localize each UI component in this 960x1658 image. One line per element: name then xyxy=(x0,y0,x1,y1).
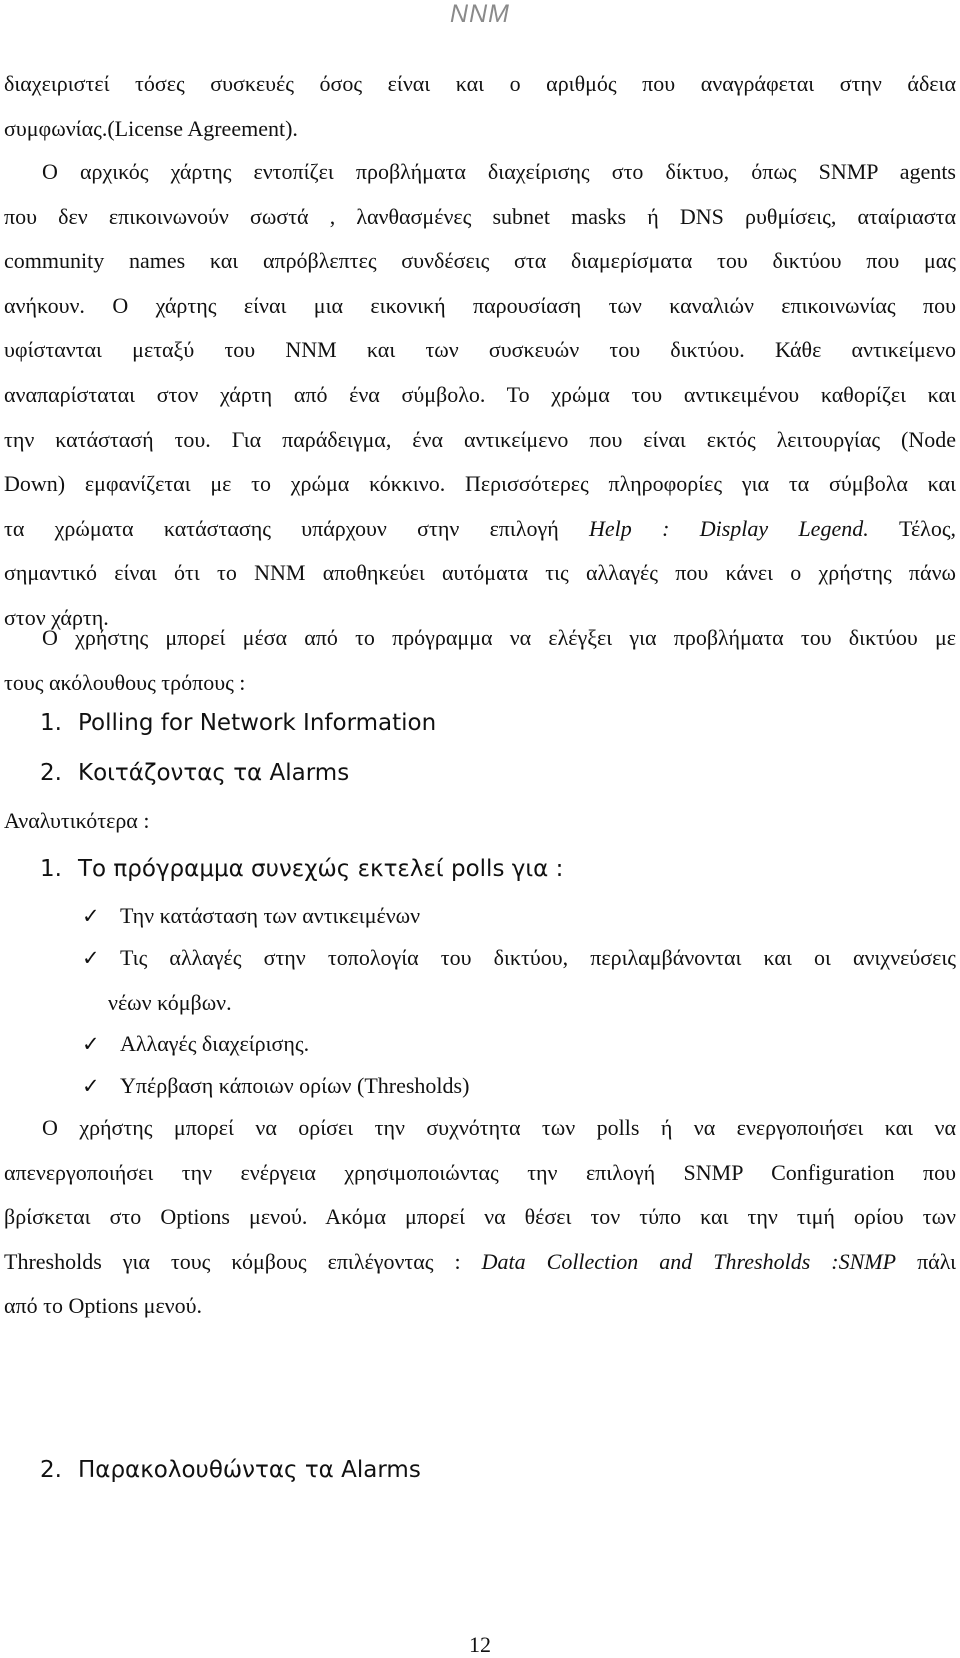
text-line: community names και απρόβλεπτες συνδέσεις στα διαμερίσματα του δικτύου που μας xyxy=(4,248,956,274)
checklist-item xyxy=(82,1064,469,1109)
section-number: 1. xyxy=(40,856,62,882)
list-text: Κοιτάζοντας τα Alarms xyxy=(78,760,350,786)
text-line: συμφωνίας.(License Agreement). xyxy=(4,115,298,141)
text-line: Ο αρχικός χάρτης εντοπίζει προβλήματα διαχείρισης στο δίκτυο, όπως SNMP agents xyxy=(42,159,956,184)
paragraph-4 xyxy=(4,1106,956,1329)
text-run: Thresholds για τους κόμβους επιλέγοντας : xyxy=(4,1248,461,1274)
menu-reference-help: Help : xyxy=(589,515,670,541)
details-label: Αναλυτικότερα : xyxy=(4,808,150,833)
list-number: 1. xyxy=(40,710,62,736)
checkmark-icon: ✓ xyxy=(82,1074,100,1098)
section-text: Παρακολουθώντας τα Alarms xyxy=(78,1457,421,1483)
text-run: Τέλος, xyxy=(899,515,957,541)
paragraph-3 xyxy=(4,616,956,705)
checkmark-icon: ✓ xyxy=(82,904,100,928)
menu-reference-data-collection: Data Collection and Thresholds :SNMP xyxy=(481,1248,897,1274)
checklist-item xyxy=(82,894,420,939)
text-line: υφίστανται μεταξύ του NNM και των συσκευών του δικτύου. Κάθε αντικείμενο xyxy=(4,337,956,363)
paragraph-2 xyxy=(4,150,956,641)
checklist-item xyxy=(82,936,956,1025)
text-line: Ο χρήστης μπορεί μέσα από το πρόγραμμα να ελέγξει για προβλήματα του δικτύου με xyxy=(42,625,956,650)
text-line: την κατάστασή του. Για παράδειγμα, ένα αντικείμενο που είναι εκτός λειτουργίας (Node xyxy=(4,426,956,452)
section-heading-1 xyxy=(40,854,563,884)
checklist-text: Υπέρβαση κάποιων ορίων (Thresholds) xyxy=(120,1073,470,1098)
text-run: πάλι xyxy=(917,1248,957,1274)
text-line: αναπαρίσταται στον χάρτη από ένα σύμβολο. Το χρώμα του αντικειμένου καθορίζει και xyxy=(4,381,956,407)
text-line: τους ακόλουθους τρόπους : xyxy=(4,669,246,695)
text-line xyxy=(4,507,956,552)
checklist-text: Την κατάσταση των αντικειμένων xyxy=(120,903,421,928)
list-item-polling xyxy=(40,708,436,738)
list-item-alarms xyxy=(40,758,349,788)
list-text: Polling for Network Information xyxy=(78,710,437,736)
text-line: διαχειριστεί τόσες συσκευές όσος είναι και ο αριθμός που αναγράφεται στην άδεια xyxy=(4,71,956,96)
checklist-text-continuation: νέων κόμβων. xyxy=(108,989,232,1015)
checklist-item xyxy=(82,1022,309,1067)
text-line: από το Options μενού. xyxy=(4,1293,203,1319)
text-run: τα χρώματα κατάστασης υπάρχουν στην επιλογή xyxy=(4,515,559,541)
checkmark-icon: ✓ xyxy=(82,946,100,970)
checkmark-icon: ✓ xyxy=(82,1032,100,1056)
paragraph-1 xyxy=(4,62,956,151)
menu-reference-legend: Display Legend. xyxy=(699,515,869,541)
section-text: Το πρόγραμμα συνεχώς εκτελεί polls για : xyxy=(78,856,564,882)
text-line: Ο χρήστης μπορεί να ορίσει την συχνότητα των polls ή να ενεργοποιήσει και να xyxy=(42,1115,956,1140)
text-line: Down) εμφανίζεται με το χρώμα κόκκινο. Περισσότερες πληροφορίες για τα σύμβολα και xyxy=(4,471,956,497)
text-line: βρίσκεται στο Options μενού. Ακόμα μπορεί να θέσει τον τύπο και την τιμή ορίου των xyxy=(4,1204,956,1230)
text-line xyxy=(4,1240,956,1285)
text-line: που δεν επικοινωνούν σωστά , λανθασμένες subnet masks ή DNS ρυθμίσεις, αταίριαστα xyxy=(4,203,956,229)
text-line: ανήκουν. Ο χάρτης είναι μια εικονική παρουσίαση των καναλιών επικοινωνίας που xyxy=(4,292,956,318)
text-line: απενεργοποιήσει την ενέργεια χρησιμοποιώντας την επιλογή SNMP Configuration που xyxy=(4,1159,956,1185)
list-number: 2. xyxy=(40,760,62,786)
text-line: στον χάρτη. xyxy=(4,604,109,630)
page-number: 12 xyxy=(469,1632,491,1657)
checklist-text: Τις αλλαγές στην τοπολογία του δικτύου, περιλαμβάνονται και οι ανιχνεύσεις xyxy=(120,945,956,970)
section-heading-2 xyxy=(40,1455,421,1485)
page-header: NNM xyxy=(450,0,510,28)
section-number: 2. xyxy=(40,1457,62,1483)
checklist-text: Αλλαγές διαχείρισης. xyxy=(120,1031,310,1056)
text-line: σημαντικό είναι ότι το NNM αποθηκεύει αυτόματα τις αλλαγές που κάνει ο χρήστης πάνω xyxy=(4,560,956,586)
